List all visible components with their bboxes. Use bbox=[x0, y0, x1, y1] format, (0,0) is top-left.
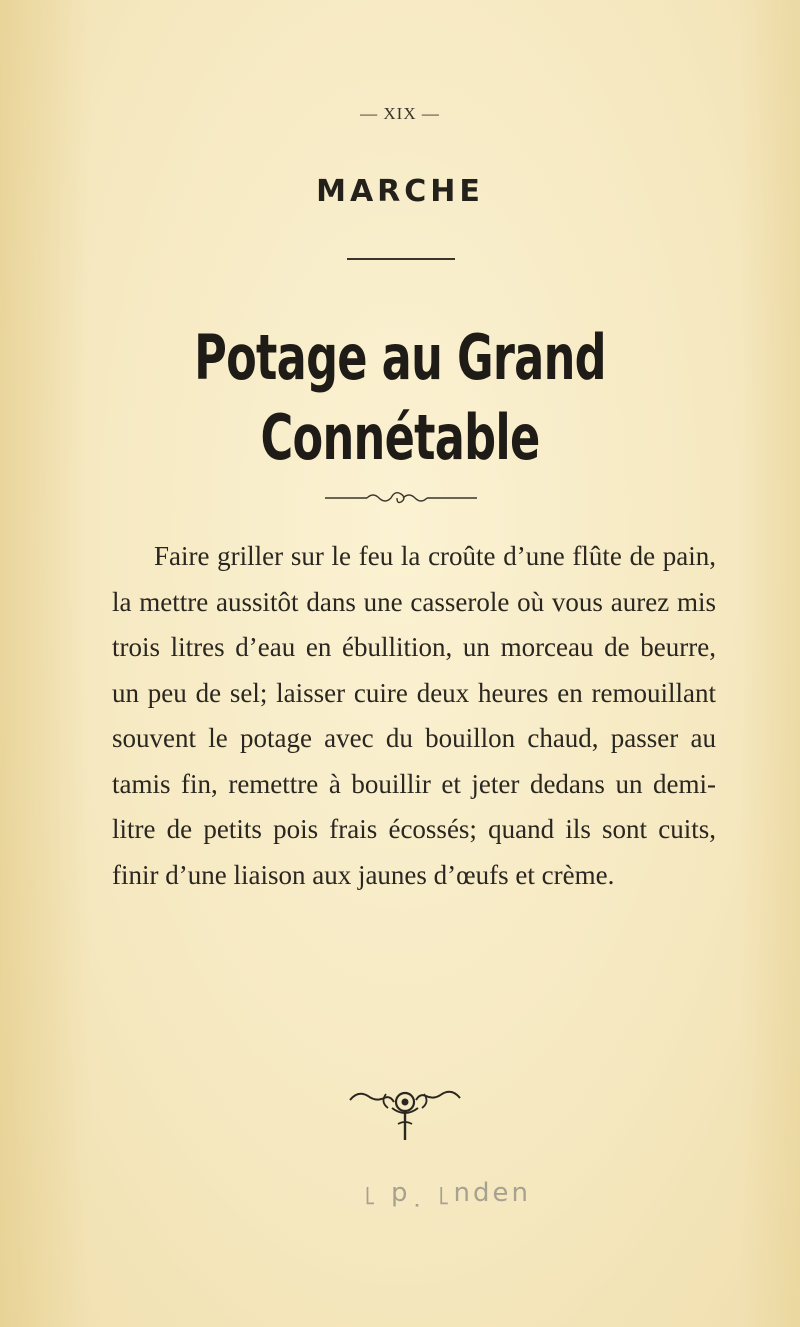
section-title: MARCHE bbox=[316, 174, 484, 209]
floral-tailpiece-ornament bbox=[340, 1084, 470, 1144]
library-stamp: uəpu˥ ˙d ˥ bbox=[360, 1180, 528, 1210]
recipe-text: Faire griller sur le feu la croûte d’une flûte de pain, la mettre aussitôt dans une casserole où vous aurez mis trois litres d’eau en ébullition, un morceau de beurre, un peu de sel; laisser cuire deux heures en remouillant souvent le potage avec du bouillon chaud, passer au tamis fin, remettre à bouillir et jeter dedans un demi-litre de petits pois frais écossés; quand ils sont cuits, finir d’une liaison aux jaunes d’œufs et crème. bbox=[112, 541, 716, 890]
page-folio: — XIX — bbox=[360, 104, 440, 123]
dish-title: Potage au Grand Connétable bbox=[194, 321, 606, 474]
recipe-paragraph bbox=[112, 534, 716, 898]
small-flourish-ornament bbox=[323, 488, 479, 506]
rule-divider bbox=[347, 258, 455, 260]
